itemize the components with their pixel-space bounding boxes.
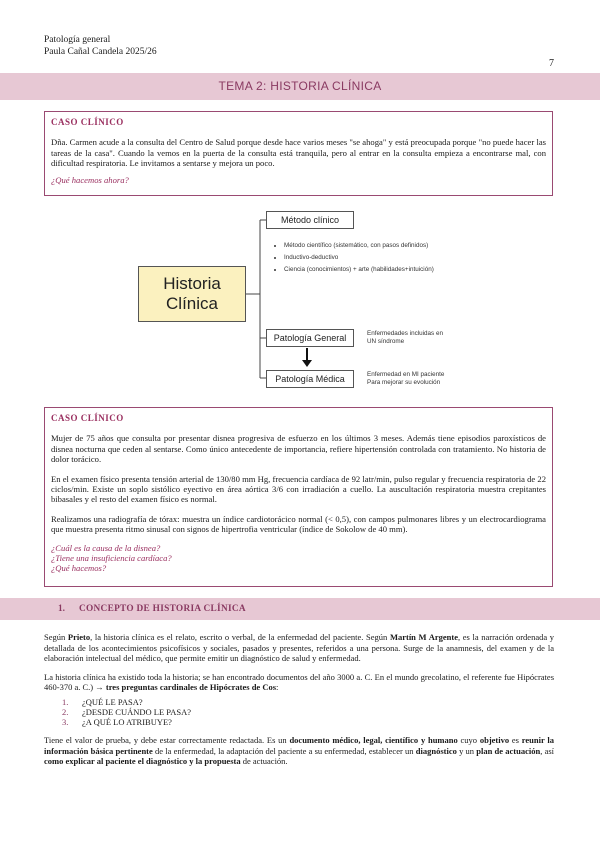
note-line: Enfermedad en MI paciente bbox=[367, 371, 445, 378]
patologia-medica-box: Patología Médica bbox=[266, 370, 354, 388]
list-item: 1. ¿QUÉ LE PASA? bbox=[62, 696, 143, 707]
purpose-paragraph: Tiene el valor de prueba, y debe estar correctamente redactada. Es un documento médico, legal, científico y humano cuyo objetivo es reunir la información básica pertinente de la enfermedad, la adaptación del paciente a su enfermedad, establecer un diagnóstico y un plan de actuación, así como explicar al paciente el diagnóstico y la propuesta de actuación. bbox=[44, 735, 555, 767]
case-question: ¿Qué hacemos ahora? bbox=[51, 174, 129, 185]
center-line-2: Clínica bbox=[166, 294, 218, 313]
patologia-general-box: Patología General bbox=[266, 329, 354, 347]
list-item: 2. ¿DESDE CUÁNDO LE PASA? bbox=[62, 706, 192, 717]
note-line: Enfermedades incluidas en bbox=[367, 330, 443, 337]
note-line: Para mejorar su evolución bbox=[367, 379, 441, 386]
case-question: ¿Tiene una insuficiencia cardíaca? bbox=[51, 552, 172, 563]
metodo-clinico-box: Método clínico bbox=[266, 211, 354, 229]
case-text: Dña. Carmen acude a la consulta del Centro de Salud porque desde hace varios meses "se ahoga" y está preocupada porque "no puede hacer las tareas de la casa". Cuando la vemos en la puerta de la consulta está tranquila, pero al entrar en la consulta empieza a encontrarse mal, con dificultad respiratoria. Le invitamos a sentarse y mejora un poco. bbox=[51, 137, 546, 169]
note-line: UN síndrome bbox=[367, 338, 405, 345]
patologia-general-note bbox=[367, 330, 463, 346]
list-item: 3. ¿A QUÉ LO ATRIBUYE? bbox=[62, 716, 172, 727]
chapter-banner: TEMA 2: HISTORIA CLÍNICA bbox=[0, 73, 600, 100]
subject-name: Patología general bbox=[44, 35, 111, 45]
document-header bbox=[44, 34, 157, 58]
historia-clinica-diagram bbox=[140, 208, 460, 392]
case-paragraph: Realizamos una radiografía de tórax: muestra un índice cardiotorácico normal (< 0,5), con campos pulmonares libres y un electrocardiograma que muestra presenta ritmo sinusal con signos de hipertrofia ventricular (índice de Sokolow de 40 mm). bbox=[51, 513, 546, 535]
author-line: Paula Cañal Candela 2025/26 bbox=[44, 47, 157, 57]
definition-paragraph: Según Prieto, la historia clínica es el relato, escrito o verbal, de la enfermedad del paciente. Según Martín M Argente, es la narración ordenada y detallada de los acontecimientos psicofísicos y sociales, pasados y presentes, referidos a una persona. Surge de la anamnesis, del examen y de la elaboración intelectual del médico, que permite emitir un diagnóstico de salud y enfermedad. bbox=[44, 632, 554, 663]
clinical-case-box-2 bbox=[44, 407, 553, 587]
case-paragraph: Mujer de 75 años que consulta por presentar disnea progresiva de esfuerzo en los últimos 3 meses. Además tiene episodios paroxísticos de disnea nocturna que ceden al sentarse. Como único antecedente de importancia, refiere hipertensión controlada con tratamiento. No historia de dolor torácico. bbox=[51, 433, 546, 465]
metodo-bullets bbox=[274, 242, 460, 278]
center-line-1: Historia bbox=[163, 274, 221, 293]
section-title: CONCEPTO DE HISTORIA CLÍNICA bbox=[79, 604, 246, 614]
case-paragraph: En el examen físico presenta tensión arterial de 130/80 mm Hg, frecuencia cardíaca de 92 latr/min, pulso regular y frecuencia respiratoria de 22 ciclos/min. Existe un soplo sistólico eyectivo en área aórtica 3/6 con irradiación a cuello. La auscultación respiratoria muestra crepitantes bibasales y el resto del examen físico es normal. bbox=[51, 473, 546, 505]
bullet-item: • Inductivo-deductivo bbox=[284, 254, 460, 262]
case-title: CASO CLÍNICO bbox=[51, 413, 124, 423]
case-question: ¿Qué hacemos? bbox=[51, 563, 107, 574]
section-header bbox=[0, 598, 600, 620]
cardinal-questions-list bbox=[44, 697, 554, 728]
history-paragraph: La historia clínica ha existido toda la historia; se han encontrado documentos del año 3000 a. C. En el mundo grecolatino, el referente fue Hipócrates 460-370 a. C.) → tres preguntas cardinales de Hipócrates de Cos: bbox=[44, 671, 554, 692]
patologia-medica-note bbox=[367, 371, 463, 387]
bullet-item: • Ciencia (conocimientos) + arte (habilidades+intuición) bbox=[284, 266, 460, 274]
page-number: 7 bbox=[549, 58, 554, 69]
section-body bbox=[44, 632, 554, 775]
historia-clinica-box bbox=[138, 266, 246, 322]
section-number: 1. bbox=[58, 604, 65, 614]
clinical-case-box-1 bbox=[44, 111, 553, 196]
case-title: CASO CLÍNICO bbox=[51, 117, 124, 127]
bullet-item: • Método científico (sistemático, con pasos definidos) bbox=[284, 242, 460, 250]
case-question: ¿Cuál es la causa de la disnea? bbox=[51, 542, 161, 553]
